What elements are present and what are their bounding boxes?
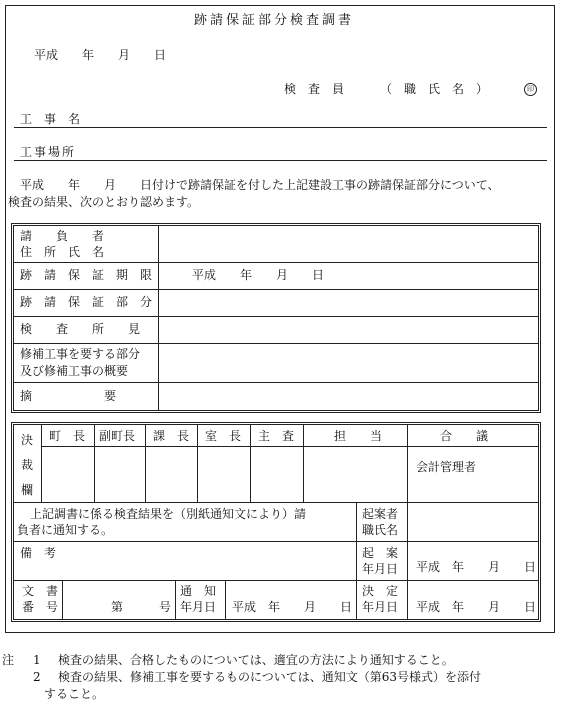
warranty-part-label: 跡 請 保 証 部 分 — [20, 295, 153, 309]
approval-table — [11, 422, 541, 622]
note-2-text-line-1: 検査の結果、修補工事を要するものについては、通知文（第63号様式）を添付 — [58, 670, 482, 684]
kessai-char-1: 決 — [21, 433, 34, 447]
project-name-line — [14, 127, 547, 128]
project-name-label: 工 事 名 — [20, 112, 81, 126]
remarks-summary-label: 摘 要 — [20, 389, 117, 403]
body-text-line-1: 平成 年 月 日付けで跡請保証を付した上記建設工事の跡請保証部分について、 — [20, 178, 500, 192]
approver-office-chief: 室 長 — [205, 429, 242, 443]
note-1-text: 検査の結果、合格したものについては、適宜の方法により通知すること。 — [58, 653, 454, 667]
note-1-number: 1 — [33, 653, 41, 667]
repair-part-label-1: 修補工事を要する部分 — [20, 347, 141, 361]
inspector-label: 検 査 員 — [284, 82, 345, 96]
notify-date-value: 平成 年 月 日 — [232, 600, 353, 614]
kessai-char-3: 欄 — [21, 483, 34, 497]
remarks-label: 備 考 — [20, 546, 57, 560]
kessai-char-2: 裁 — [21, 458, 34, 472]
drafter-label-1: 起案者 — [362, 507, 399, 521]
draft-date-label-2: 年月日 — [362, 562, 399, 576]
inspection-finding-label: 検 査 所 見 — [20, 322, 141, 336]
inspector-name-placeholder: （ 職 氏 名 ） — [380, 82, 489, 96]
notes-prefix: 注 — [2, 653, 15, 667]
warranty-period-label: 跡 請 保 証 期 限 — [20, 268, 153, 282]
body-text-line-2: 検査の結果、次のとおり認めます。 — [8, 195, 200, 209]
approver-section-chief: 課 長 — [153, 429, 190, 443]
doc-no-value: 第 号 — [111, 600, 172, 614]
form-title: 跡請保証部分検査調書 — [194, 13, 355, 28]
notify-date-label-2: 年月日 — [180, 600, 217, 614]
doc-no-label-2: 番 号 — [22, 600, 59, 614]
repair-part-label-2: 及び修補工事の概要 — [20, 364, 129, 378]
gougi-accounting-manager: 会計管理者 — [416, 460, 477, 474]
project-site-line — [14, 160, 547, 161]
warranty-period-value: 平成 年 月 日 — [192, 268, 325, 282]
approver-mayor: 町 長 — [49, 429, 86, 443]
note-2-text-line-2: すること。 — [44, 687, 105, 701]
approver-staff: 担 当 — [334, 429, 383, 443]
decision-date-value: 平成 年 月 日 — [416, 600, 537, 614]
notify-date-label-1: 通 知 — [180, 584, 217, 598]
decision-date-label-2: 年月日 — [362, 600, 399, 614]
contractor-label-1: 請 負 者 — [20, 229, 105, 243]
doc-no-label-1: 文 書 — [22, 584, 59, 598]
notice-text-line-2: 負者に通知する。 — [17, 523, 114, 537]
note-2-number: 2 — [33, 670, 41, 684]
approver-deputy-mayor: 副町長 — [99, 429, 136, 443]
draft-date-value: 平成 年 月 日 — [416, 560, 537, 574]
project-site-label: 工事場所 — [20, 145, 77, 159]
gougi-label: 合 議 — [440, 429, 489, 443]
approver-supervisor: 主 査 — [258, 429, 295, 443]
draft-date-label-1: 起 案 — [362, 546, 399, 560]
date-line: 平成 年 月 日 — [34, 48, 167, 62]
seal-icon: 印 — [524, 83, 537, 96]
notice-text-line-1: 上記調書に係る検査結果を（別紙通知文により）請 — [30, 507, 307, 521]
drafter-label-2: 職氏名 — [362, 523, 399, 537]
decision-date-label-1: 決 定 — [362, 584, 399, 598]
contractor-label-2: 住 所 氏 名 — [20, 245, 105, 259]
